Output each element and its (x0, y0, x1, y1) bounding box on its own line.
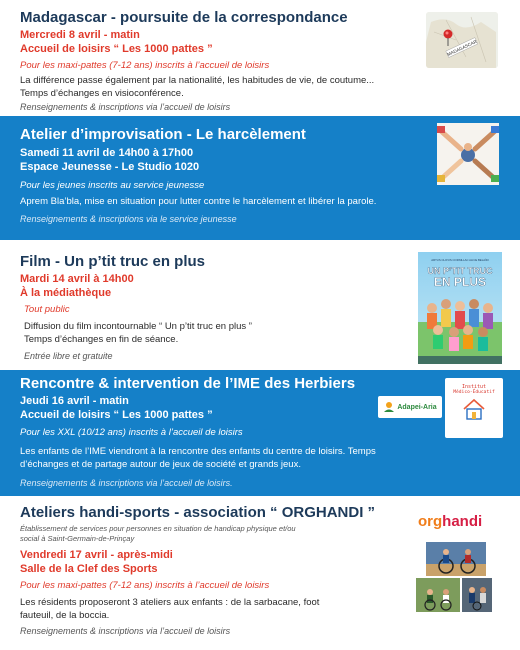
event-date: Vendredi 17 avril - après-midi (20, 549, 173, 561)
svg-text:EN PLUS: EN PLUS (433, 275, 487, 289)
event-film (0, 240, 520, 370)
event-madagascar (0, 0, 520, 116)
boccia-photo (416, 578, 460, 612)
event-audience: Pour les jeunes inscrits au service jeunesse (20, 180, 205, 191)
event-note: Renseignements & inscriptions via l’accueil de loisirs (20, 102, 231, 112)
svg-text:MADAGASCAR: MADAGASCAR (446, 38, 478, 58)
event-place: À la médiathèque (20, 287, 112, 299)
event-subnote: Établissement de services pour personnes en situation de handicap physique et/ou social à Saint-Germain-de-Prinçay (20, 524, 296, 543)
event-description: La différence passe également par la nationalité, les habitudes de vie, de coutume... Temps d’échanges en visioconférence. (20, 75, 375, 99)
event-description: Les enfants de l’IME viendront à la rencontre des enfants du centre de loisirs. Temps d’échanges et de partage autour de jeux de société et grands jeux. (20, 446, 376, 470)
event-date: Jeudi 16 avril - matin (20, 395, 129, 407)
event-audience: Tout public (24, 304, 70, 315)
film-poster (418, 252, 502, 364)
pointing-hands-icon (437, 123, 499, 185)
event-note: Renseignements & inscriptions via le service jeunesse (20, 214, 237, 224)
event-handisport (0, 496, 520, 650)
event-title: Film - Un p’tit truc en plus (20, 253, 205, 270)
event-place: Espace Jeunesse - Le Studio 1020 (20, 161, 200, 173)
event-note: Entrée libre et gratuite (24, 351, 113, 361)
event-ime (0, 370, 520, 496)
orghandi-logo: orghandi (418, 513, 483, 530)
adapei-logo: Adapei-Aria (378, 396, 442, 418)
harassment-illustration (437, 123, 499, 185)
wheelchair-sport-photo (426, 542, 486, 576)
handisport-photo-2 (416, 578, 460, 612)
handisport-photo-3 (462, 578, 492, 612)
event-description: Les résidents proposeront 3 ateliers aux enfants : de la sarbacane, foot fauteuil, de la boccia. (20, 597, 320, 621)
house-icon (461, 398, 487, 420)
madagascar-map-image (426, 12, 498, 68)
event-date: Mercredi 8 avril - matin (20, 29, 140, 41)
event-place: Accueil de loisirs “ Les 1000 pattes ” (20, 409, 213, 421)
ime-logo: Institut Médico-Éducatif (445, 378, 503, 438)
svg-text:ARTUS CLOVIS CORNILLAC ALI: ARTUS CLOVIS CORNILLAC ALICE BELAÏDI (431, 258, 489, 262)
event-place: Salle de la Clef des Sports (20, 563, 158, 575)
event-note: Renseignements & inscriptions via l’accueil de loisirs (20, 626, 231, 636)
event-place: Accueil de loisirs “ Les 1000 pattes ” (20, 43, 213, 55)
event-audience: Pour les maxi-pattes (7-12 ans) inscrits à l’accueil de loisirs (20, 60, 270, 71)
event-date: Samedi 11 avril de 14h00 à 17h00 (20, 147, 194, 159)
event-impro (0, 116, 520, 240)
event-description: Diffusion du film incontournable “ Un p’tit truc en plus ” Temps d’échanges en fin de séance. (24, 321, 252, 345)
event-note: Renseignements & inscriptions via l’accueil de loisirs. (20, 478, 233, 488)
adapei-logo-icon (383, 401, 395, 413)
event-audience: Pour les XXL (10/12 ans) inscrits à l’accueil de loisirs (20, 427, 243, 438)
svg-text:UN P’TIT TRUC: UN P’TIT TRUC (427, 266, 493, 276)
poster-image (418, 252, 502, 364)
event-title: Ateliers handi-sports - association “ ORGHANDI ” (20, 504, 376, 521)
team-photo (462, 578, 492, 612)
event-title: Rencontre & intervention de l’IME des Herbiers (20, 375, 356, 392)
event-audience: Pour les maxi-pattes (7-12 ans) inscrits à l’accueil de loisirs (20, 580, 270, 591)
event-description: Aprem Bla’bla, mise en situation pour lutter contre le harcèlement et libérer la parole. (20, 196, 377, 207)
event-title: Atelier d’improvisation - Le harcèlement (20, 126, 306, 143)
map-icon (426, 12, 498, 68)
event-date: Mardi 14 avril à 14h00 (20, 273, 134, 285)
event-title: Madagascar - poursuite de la correspondance (20, 9, 348, 26)
handisport-photo-1 (426, 542, 486, 576)
